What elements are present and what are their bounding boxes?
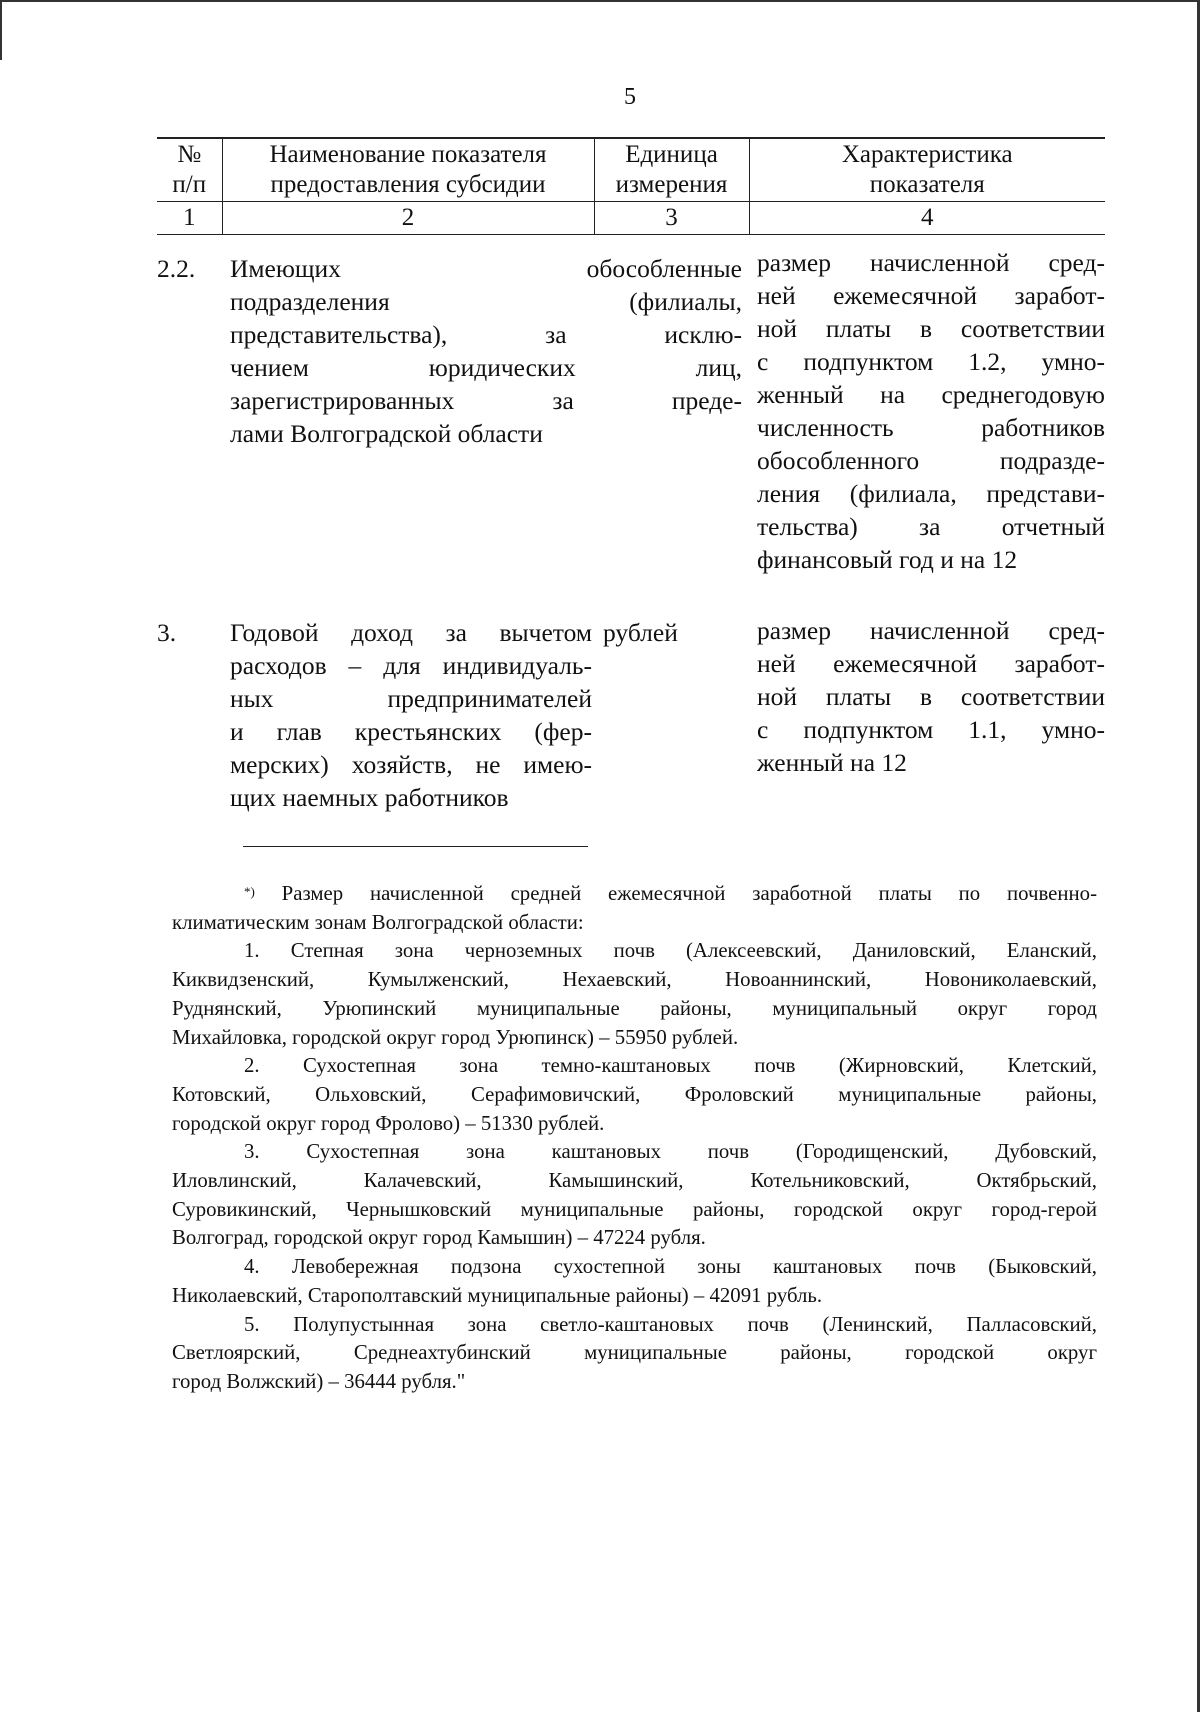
footnote-line: Иловлинский, Калачевский, Камышинский, Котельниковский, Октябрьский,: [172, 1169, 1097, 1193]
footnote-line: Руднянский, Урюпинский муниципальные районы, муниципальный округ город: [172, 996, 1097, 1020]
header-cell-number: [157, 138, 222, 202]
text-line: ных предпринимателей: [230, 684, 592, 713]
footnote-line: городской округ город Фролово) – 51330 рублей.: [172, 1111, 605, 1135]
page-number: 5: [624, 84, 636, 110]
footnote-marker: *): [244, 884, 255, 899]
table-column-number-row: [157, 202, 1105, 235]
column-number-cell: 3: [594, 202, 749, 235]
text-line: ной платы в соответствии: [757, 682, 1105, 711]
header-line: Единица: [625, 141, 718, 168]
footnote-line: Светлоярский, Среднеахтубинский муниципальные районы, городской округ: [172, 1341, 1097, 1365]
footnote-line: 3. Сухостепная зона каштановых почв (Городищенский, Дубовский,: [244, 1140, 1097, 1164]
footnote-line: Киквидзенский, Кумылженский, Нехаевский, Новоаннинский, Новониколаевский,: [172, 968, 1097, 992]
scan-edge-top: [0, 0, 1200, 2]
footnote-line: климатическим зонам Волгоградской области:: [172, 910, 584, 934]
text-line: Годовой доход за вычетом: [230, 618, 592, 647]
header-line: Характеристика: [841, 141, 1013, 168]
text-line: с подпунктом 1.2, умно-: [757, 347, 1105, 376]
table-header-row: [157, 138, 1105, 202]
scan-edge-left: [0, 0, 2, 60]
column-number-cell: 1: [157, 202, 222, 235]
text-line: представительства), за исклю-: [230, 320, 742, 349]
text-line: ней ежемесячной заработ-: [757, 281, 1105, 310]
text-line: ной платы в соответствии: [757, 314, 1105, 343]
text-line: ления (филиала, представи-: [757, 479, 1105, 508]
text-line: ней ежемесячной заработ-: [757, 649, 1105, 678]
text-line: Имеющих обособленные: [230, 254, 742, 283]
header-line: Наименование показателя: [269, 141, 547, 168]
row-indicator-name: [230, 616, 592, 814]
indicator-table-header: [157, 137, 1105, 235]
column-number-cell: 4: [749, 202, 1105, 235]
footnote-line: 2. Сухостепная зона темно-каштановых почв (Жирновский, Клетский,: [244, 1054, 1097, 1078]
footnote-line: город Волжский) – 36444 рубля.": [172, 1369, 466, 1393]
text-line: с подпунктом 1.1, умно-: [757, 715, 1105, 744]
row-unit: рублей: [603, 618, 678, 647]
text-line: расходов – для индивидуаль-: [230, 651, 592, 680]
footnote-line: [172, 880, 1097, 909]
text-line: щих наемных работников: [230, 783, 509, 812]
footnote: [172, 880, 1097, 1397]
header-cell-characteristic: [749, 138, 1105, 202]
text-line: обособленного подразде-: [757, 446, 1105, 475]
text-line: женный на среднегодовую: [757, 380, 1105, 409]
text-line: финансовый год и на 12: [757, 545, 1018, 574]
text-line: размер начисленной сред-: [757, 248, 1105, 277]
header-line: п/п: [172, 171, 207, 198]
row-number: 3.: [157, 618, 177, 647]
footnote-line: 4. Левобережная подзона сухостепной зоны каштановых почв (Быковский,: [244, 1255, 1097, 1279]
header-line: измерения: [615, 171, 728, 198]
text-line: женный на 12: [757, 748, 907, 777]
header-cell-unit: [594, 138, 749, 202]
text-line: и глав крестьянских (фер-: [230, 717, 592, 746]
footnote-divider: [243, 846, 588, 847]
footnote-line: Николаевский, Старополтавский муниципальные районы) – 42091 рубль.: [172, 1283, 823, 1307]
header-cell-indicator-name: [222, 138, 594, 202]
footnote-line: 1. Степная зона черноземных почв (Алексеевский, Даниловский, Еланский,: [244, 939, 1097, 963]
text-line: зарегистрированных за преде-: [230, 386, 742, 415]
footnote-intro: Размер начисленной средней ежемесячной заработной платы по почвенно-: [281, 882, 1097, 905]
text-line: размер начисленной сред-: [757, 616, 1105, 645]
footnote-line: Котовский, Ольховский, Серафимовичский, Фроловский муниципальные районы,: [172, 1082, 1097, 1106]
text-line: подразделения (филиалы,: [230, 287, 742, 316]
header-line: №: [177, 141, 202, 168]
footnote-line: Михайловка, городской округ город Урюпинск) – 55950 рублей.: [172, 1025, 739, 1049]
row-number: 2.2.: [157, 254, 196, 283]
column-number-cell: 2: [222, 202, 594, 235]
text-line: чением юридических лиц,: [230, 353, 742, 382]
footnote-line: 5. Полупустынная зона светло-каштановых почв (Ленинский, Палласовский,: [244, 1312, 1097, 1336]
row-characteristic: [757, 246, 1105, 576]
row-indicator-name: [230, 252, 742, 450]
text-line: мерских) хозяйств, не имею-: [230, 750, 592, 779]
footnote-line: Волгоград, городской округ город Камышин) – 47224 рубля.: [172, 1226, 706, 1250]
header-line: предоставления субсидии: [270, 171, 546, 198]
text-line: численность работников: [757, 413, 1105, 442]
header-line: показателя: [869, 171, 985, 198]
text-line: тельства) за отчетный: [757, 512, 1105, 541]
text-line: лами Волгоградской области: [230, 419, 543, 448]
row-characteristic: [757, 614, 1105, 779]
footnote-line: Суровикинский, Чернышковский муниципальные районы, городской округ город-герой: [172, 1197, 1097, 1221]
